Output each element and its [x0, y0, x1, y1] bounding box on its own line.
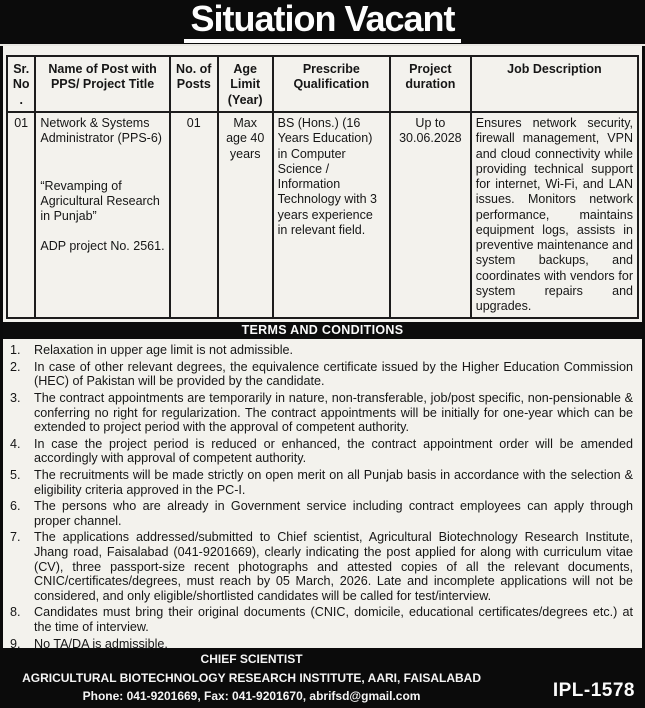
col-header-no-of-posts: No. of Posts: [170, 56, 218, 112]
ad-reference-code: IPL-1578: [552, 680, 635, 701]
contact-line: Phone: 041-9201669, Fax: 041-9201670, abrifsd@gmail.com: [82, 689, 421, 704]
signatory-title: CHIEF SCIENTIST: [200, 652, 303, 667]
cell-age-limit: Max age 40 years: [218, 112, 273, 318]
col-header-qualification: Prescribe Qualification: [273, 56, 390, 112]
cell-qualification: BS (Hons.) (16 Years Education) in Computer Science / Information Technology with 3 years experience in relevant field.: [273, 112, 390, 318]
term-text: The recruitments will be made strictly on open merit on all Punjab basis in accordance with the selection & eligibility criteria approved in the PC-I.: [34, 468, 633, 497]
term-number: 3.: [10, 391, 21, 406]
col-header-sr-no: Sr. No.: [7, 56, 35, 112]
term-text: Relaxation in upper age limit is not admissible.: [34, 343, 294, 358]
cell-no-of-posts: 01: [170, 112, 218, 318]
term-number: 4.: [10, 436, 21, 451]
terms-list: [3, 339, 642, 648]
vacancy-table: [6, 55, 639, 319]
term-item: [10, 391, 633, 435]
cell-sr-no: 01: [7, 112, 35, 318]
term-item: [10, 637, 633, 648]
content-area: [0, 46, 645, 648]
term-text: In case of other relevant degrees, the equivalence certificate issued by the Higher Education Commission (HEC) of Pakistan will be provided by the candidate.: [34, 359, 633, 389]
col-header-duration: Project duration: [390, 56, 471, 112]
term-number: 5.: [10, 468, 21, 482]
term-item: [10, 343, 633, 358]
post-title: Network & Systems Administrator (PPS-6): [40, 116, 162, 146]
term-text: The contract appointments are temporarily in nature, non-transferable, job/post specific, non-pensionable & conferring no right for regularization. The contract appointments will be initially for one-year which can be extended to project period with the approval of competent authority.: [34, 391, 633, 435]
cell-duration: Up to 30.06.2028: [390, 112, 471, 318]
terms-and-conditions-bar: [3, 322, 642, 339]
masthead: [0, 0, 645, 46]
col-header-age-limit: Age Limit (Year): [218, 56, 273, 112]
term-item: [10, 499, 633, 528]
term-item: [10, 530, 633, 603]
footer-contact-block: [0, 650, 503, 706]
term-text: No TA/DA is admissible.: [34, 636, 168, 648]
term-number: 7.: [10, 530, 21, 545]
project-number: ADP project No. 2561.: [40, 239, 165, 254]
organization-name: AGRICULTURAL BIOTECHNOLOGY RESEARCH INSTITUTE, AARI, FAISALABAD: [22, 670, 481, 685]
footer: [0, 648, 645, 708]
term-text: Candidates must bring their original documents (CNIC, domicile, educational certificates/degrees etc.) at the time of interview.: [34, 605, 633, 634]
term-number: 6.: [10, 499, 21, 514]
term-number: 9.: [10, 636, 21, 648]
term-text: The applications addressed/submitted to Chief scientist, Agricultural Biotechnology Research Institute, Jhang road, Faisalabad (041-9201669), clearly indicating the post applied for along with curriculum vitae (CV), three passport-size recent photographs and attested copies of all the relevant documents, CNIC/certificates/degrees, must reach by 05 March, 2026. Late and incomplete applications will not be considered, and only eligible/shortlisted candidates will be called for test/interview.: [34, 530, 633, 603]
cell-job-description: Ensures network security, firewall management, VPN and cloud connectivity while providing technical support for internet, Wi-Fi, and LAN issues. Monitors network performance, maintains equipment logs, assists in preventive maintenance and system backups, and coordinates with vendors for system repairs and upgrades.: [471, 112, 638, 318]
terms-title: TERMS AND CONDITIONS: [241, 323, 404, 338]
term-number: 2.: [10, 359, 21, 374]
project-title: “Revamping of Agricultural Research in Punjab”: [40, 178, 160, 223]
cell-post-name: [35, 112, 169, 318]
term-number: 1.: [10, 343, 21, 358]
term-item: [10, 468, 633, 497]
col-header-post-name: Name of Post with PPS/ Project Title: [35, 56, 169, 112]
table-header-row: [7, 56, 638, 112]
term-number: 8.: [10, 605, 21, 620]
col-header-job-description: Job Description: [471, 56, 638, 112]
term-item: [10, 360, 633, 389]
term-text: In case the project period is reduced or enhanced, the contract appointment order will be amended accordingly with approval of competent authority.: [34, 436, 633, 466]
page-title: Situation Vacant: [184, 1, 460, 43]
term-item: [10, 605, 633, 634]
term-item: [10, 437, 633, 466]
table-row: [7, 112, 638, 318]
term-text: The persons who are already in Government service including contract employees can apply through proper channel.: [34, 499, 633, 528]
